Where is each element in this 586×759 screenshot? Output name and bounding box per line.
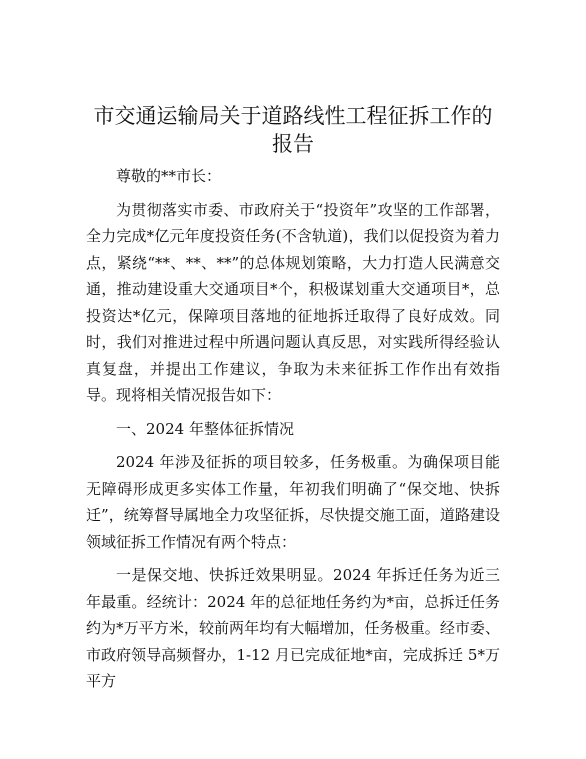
paragraph-overview: 2024 年涉及征拆的项目较多，任务极重。为确保项目能无障碍形成更多实体工作量，年初我们明确了“保交地、快拆迁”，统筹督导属地全力攻坚征拆，尽快提交施工面，道路建设领域征拆工作情况有两个特点： — [86, 453, 500, 551]
document-title: 市交通运输局关于道路线性工程征拆工作的报告 — [93, 104, 493, 156]
document-body — [86, 163, 500, 695]
salutation: 尊敬的**市长： — [116, 167, 222, 185]
paragraph-feature-one: 一是保交地、快拆迁效果明显。2024 年拆迁任务为近三年最重。经统计：2024 年的总征地任务约为*亩，总拆迁任务约为*万平方米，较前两年均有大幅增加，任务极重。经市委、市政府领导高频督办，1-12 月已完成征地*亩，完成拆迁 5*万平方 — [86, 566, 500, 690]
paragraph-intro: 为贯彻落实市委、市政府关于“投资年”攻坚的工作部署，全力完成*亿元年度投资任务(不含轨道)，我们以促投资为着力点，紧绕“**、**、**”的总体规划策略，大力打造人民满意交通，推动建设重大交通项目*个，积极谋划重大交通项目*，总投资达*亿元，保障项目落地的征地拆迁取得了良好成效。同时，我们对推进过程中所遇问题认真反思，对实践所得经验认真复盘，并提出工作建议，争取为未来征拆工作作出有效指导。现将相关情况报告如下： — [86, 200, 500, 404]
section-heading: 一、2024 年整体征拆情况 — [116, 419, 294, 438]
